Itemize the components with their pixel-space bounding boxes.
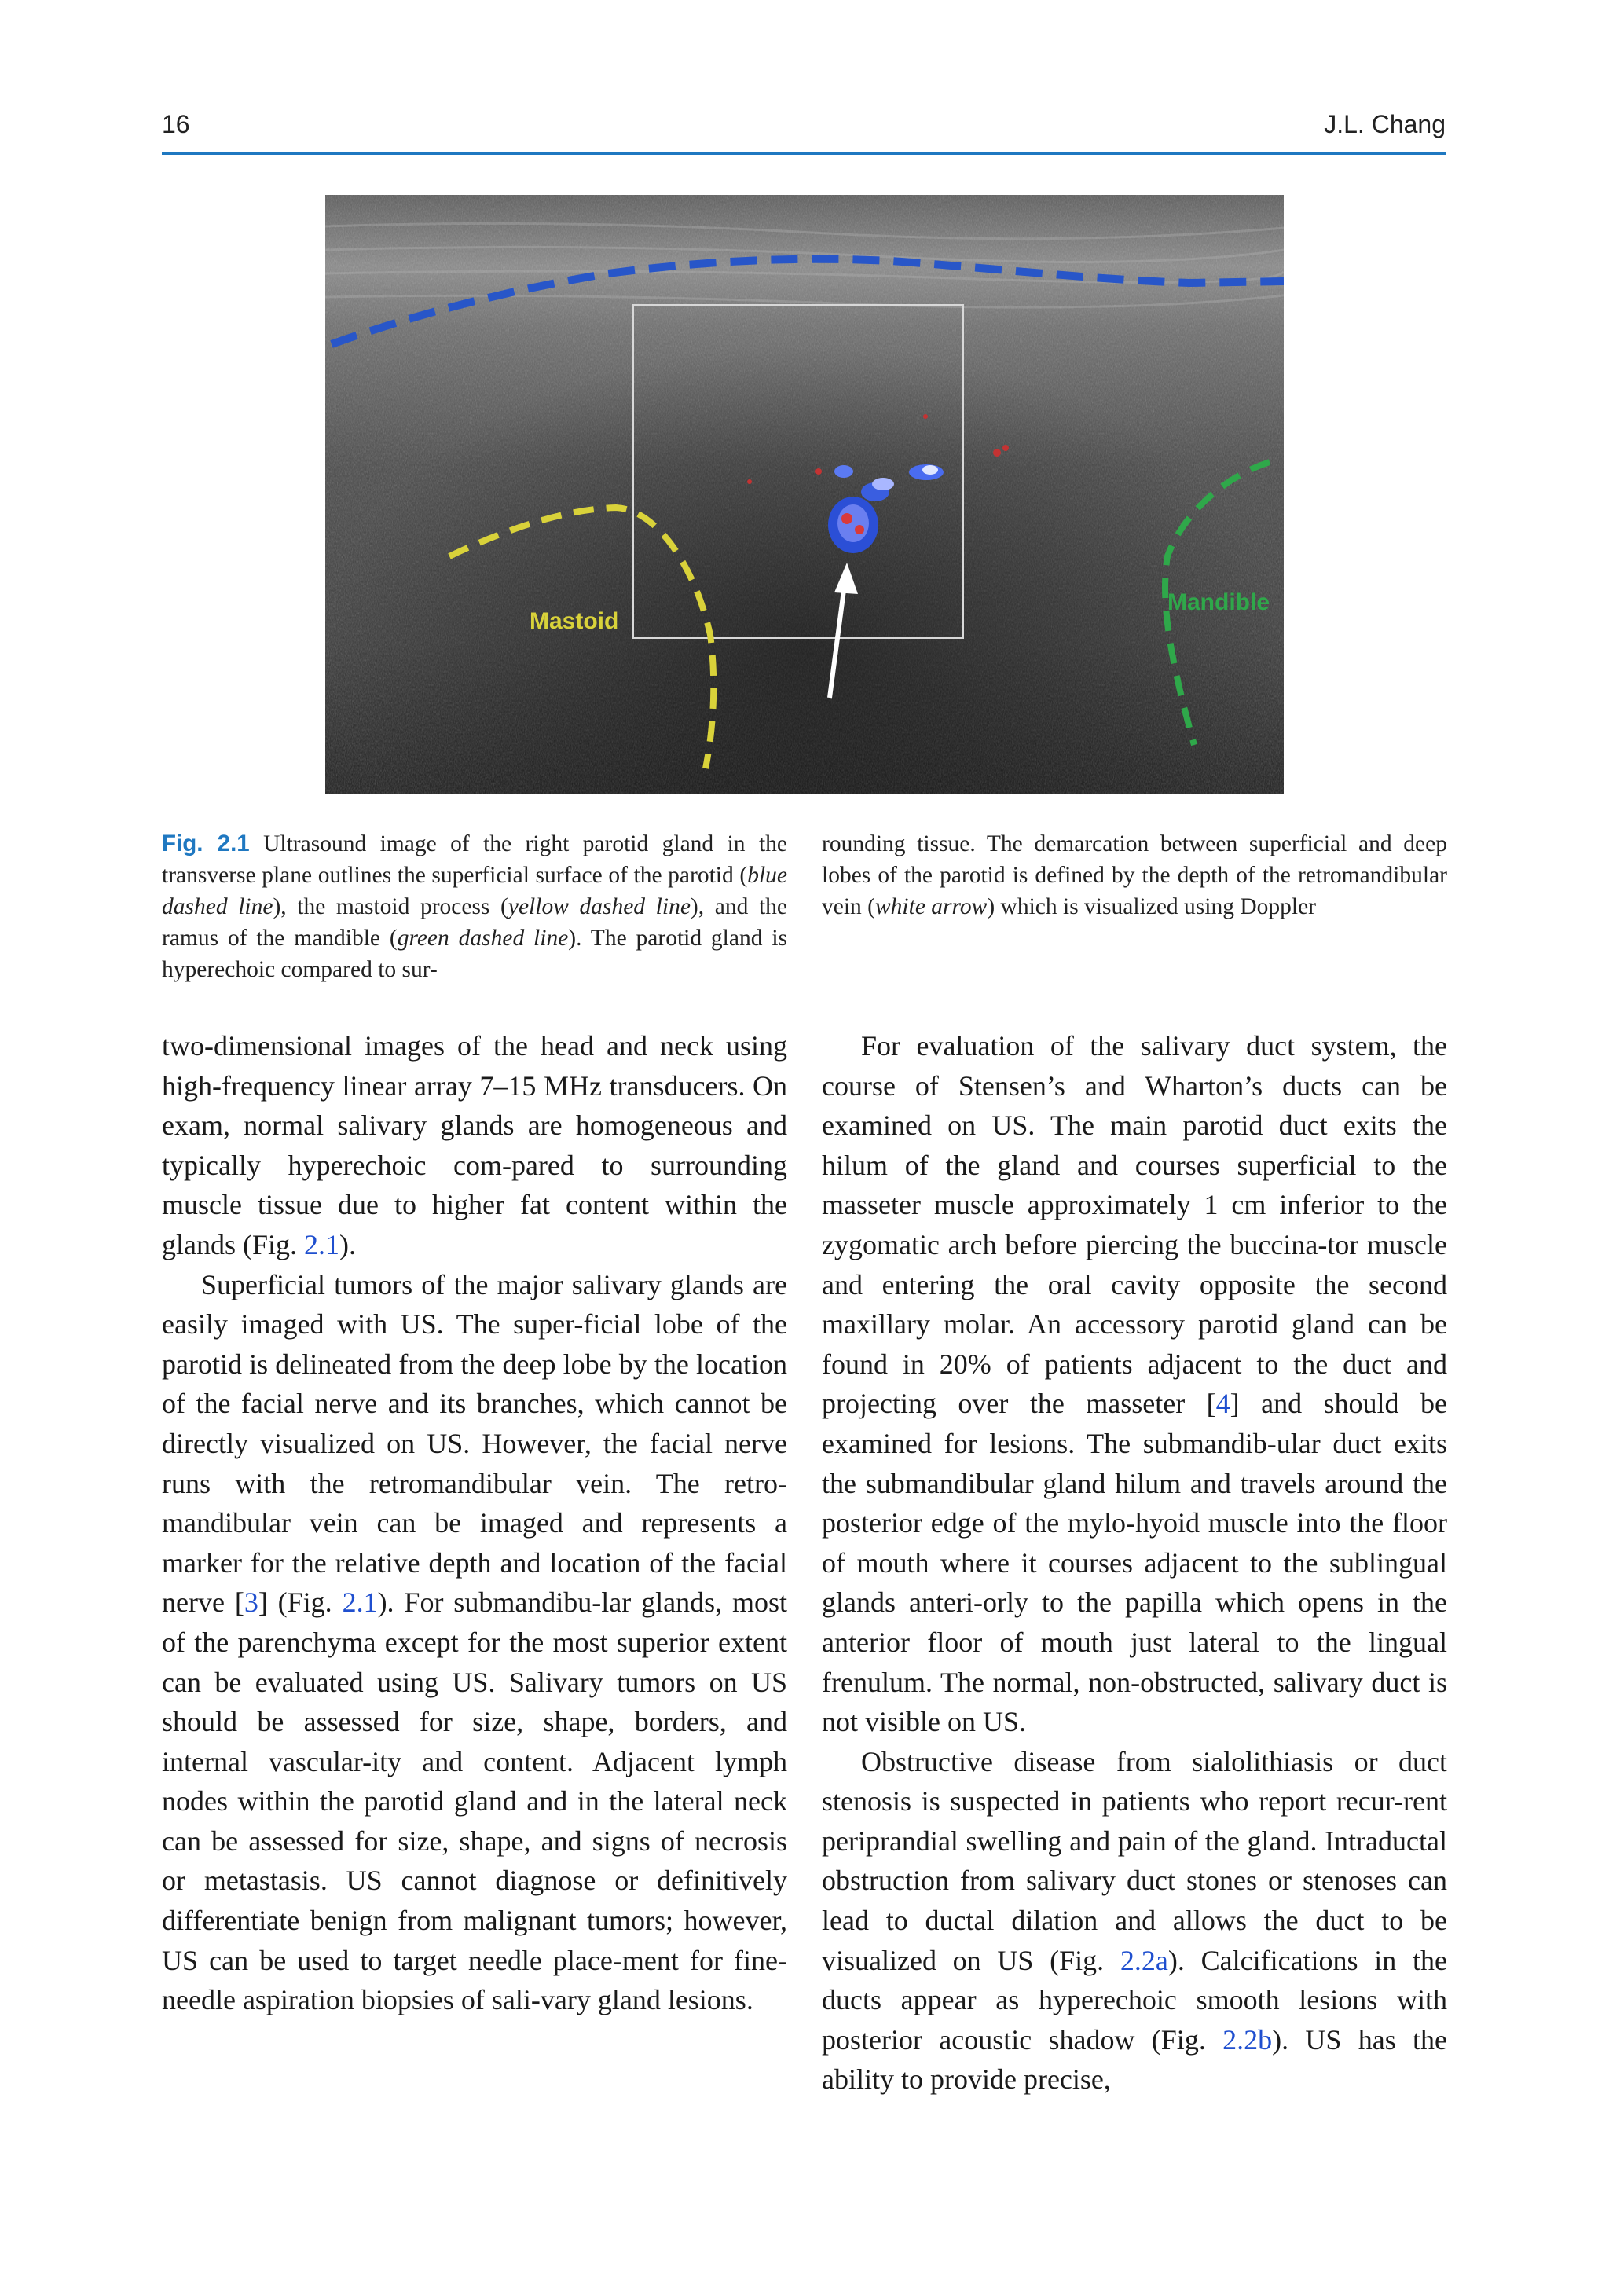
- paragraph: Obstructive disease from sialolithiasis or duct stenosis is suspected in patients who report recur-rent periprandial swelling and pain of the gland. Intraductal obstruction from salivary duct stones or stenoses can lead to ductal dilation and allows the duct to be visualized on US (Fig. 2.2a). Calcifications in the ducts appear as hyperechoic smooth lesions with posterior acoustic shadow (Fig. 2.2b). US has the ability to provide precise,: [822, 1745, 1448, 2096]
- paragraph: two-dimensional images of the head and neck using high-frequency linear array 7–15 MHz transducers. On exam, normal salivary glands are homogeneous and typically hyperechoic com-pared to surrounding muscle tissue due to higher fat content within the glands (Fig. 2.1).: [162, 1030, 787, 1260]
- header-rule: [162, 152, 1446, 155]
- ultrasound-figure: [325, 195, 1284, 794]
- citation-link[interactable]: 3: [244, 1586, 258, 1619]
- citation-link[interactable]: 4: [1215, 1388, 1230, 1420]
- figure-caption-left: Fig. 2.1 Ultrasound image of the right parotid gland in the transverse plane outlines the superficial surface of the parotid (blue dashed line), the mastoid process (yellow dashed line), and the ramus of the mandible (green dashed line). The parotid gland is hyperechoic compared to sur-: [162, 831, 788, 982]
- figure-ref-link[interactable]: 2.2b: [1222, 2023, 1273, 2056]
- running-head-author: J.L. Chang: [1324, 110, 1446, 138]
- body-column-right: [822, 1026, 1447, 2100]
- figure-caption-right: rounding tissue. The demarcation between superficial and deep lobes of the parotid is defined by the depth of the retromandibular vein (white arrow) which is visualized using Doppler: [822, 831, 1447, 919]
- ultrasound-image: [325, 195, 1284, 794]
- figure-ref-link[interactable]: 2.2a: [1120, 1944, 1168, 1976]
- figure-ref-link[interactable]: 2.1: [304, 1228, 340, 1260]
- paragraph: For evaluation of the salivary duct system, the course of Stensen’s and Wharton’s ducts can be examined on US. The main parotid duct exits the hilum of the gland and courses superficial to the masseter muscle approximately 1 cm inferior to the zygomatic arch before piercing the buccina-tor muscle and entering the oral cavity opposite the second maxillary molar. An accessory parotid gland can be found in 20% of patients adjacent to the duct and projecting over the masseter [4] and should be examined for lesions. The submandib-ular duct exits the submandibular gland hilum and travels around the posterior edge of the mylo-hyoid muscle into the floor of mouth where it courses adjacent to the sublingual glands anteri-orly to the papilla which opens in the anterior floor of mouth just lateral to the lingual frenulum. The normal, non-obstructed, salivary duct is not visible on US.: [822, 1030, 1447, 1738]
- body-column-left: [162, 1026, 787, 2020]
- label-mastoid: Mastoid: [530, 608, 619, 634]
- paragraph: Superficial tumors of the major salivary glands are easily imaged with US. The super-ficial lobe of the parotid is delineated from the deep lobe by the location of the facial nerve and its branches, which cannot be directly visualized on US. However, the facial nerve runs with the retromandibular vein. The retro-mandibular vein can be imaged and represents a marker for the relative depth and location of the facial nerve [3] (Fig. 2.1). For submandibu-lar glands, most of the parenchyma except for the most superior extent can be evaluated using US. Salivary tumors on US should be assessed for size, shape, borders, and internal vascular-ity and content. Adjacent lymph nodes within the parotid gland and in the lateral neck can be assessed for size, shape, and signs of necrosis or metastasis. US cannot diagnose or definitively differentiate benign from malignant tumors; however, US can be used to target needle place-ment for fine-needle aspiration biopsies of sali-vary gland lesions.: [162, 1268, 788, 2016]
- figure-label: Fig. 2.1: [162, 831, 250, 856]
- label-mandible: Mandible: [1167, 589, 1270, 615]
- page-number: 16: [162, 110, 190, 138]
- figure-ref-link[interactable]: 2.1: [342, 1586, 378, 1619]
